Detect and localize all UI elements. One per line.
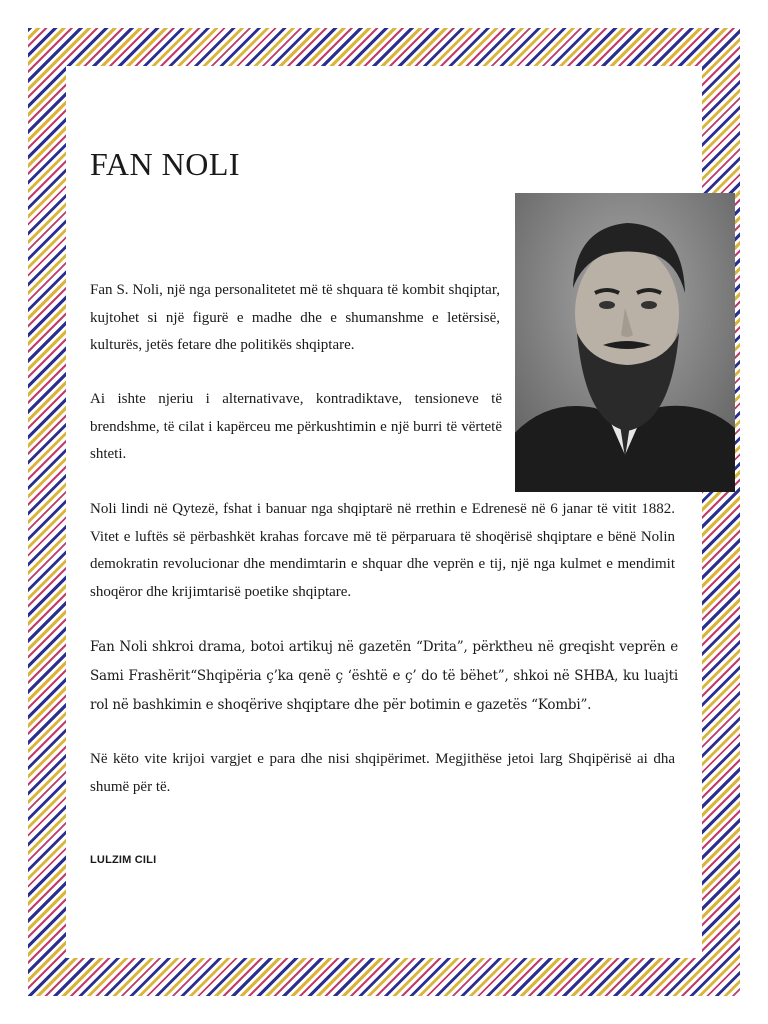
paragraph-works: Fan Noli shkroi drama, botoi artikuj në gazetën “Drita”, përktheu në greqisht veprën e Sami Frashërit“Shqipëria ç’ka qenë ç ‘është e ç’ do të bëhet”, shkoi në SHBA, ku luajti rol në bashkimin e shoqërive shqiptare dhe për botimin e gazetës “Kombi”. [90, 639, 678, 713]
paragraph-poetry: Në këto vite krijoi vargjet e para dhe nisi shqipërimet. Megjithëse jetoi larg Shqipërisë ai dha shumë për të. [90, 751, 675, 795]
portrait-illustration [515, 193, 735, 492]
page-title: FAN NOLI [90, 146, 241, 182]
paragraph-intro: Fan S. Noli, një nga personalitetet më të shquara të kombit shqiptar, kujtohet si një figurë e madhe dhe e shumanshme e letërsisë, kulturës, jetës fetare dhe politikës shqiptare. [90, 282, 500, 353]
paragraph-birth: Noli lindi në Qytezë, fshat i banuar nga shqiptarë në rrethin e Edrenesë në 6 janar të vitit 1882. Vitet e luftës së përbashkët krahas forcave më të përparuara të shoqërisë shqiptare e bënë Nolin demokratin revolucionar dhe mendimtarin e shquar dhe veprën e tij, një nga kulmet e mendimit shoqëror dhe krijimtarisë poetike shqiptare. [90, 501, 675, 600]
paragraph-character: Ai ishte njeriu i alternativave, kontradiktave, tensioneve të brendshme, të cilat i kapërceu me përkushtimin e një burri të vërtetë shteti. [90, 391, 502, 462]
author-name: LULZIM CILI [90, 854, 157, 866]
portrait-image [515, 193, 735, 492]
